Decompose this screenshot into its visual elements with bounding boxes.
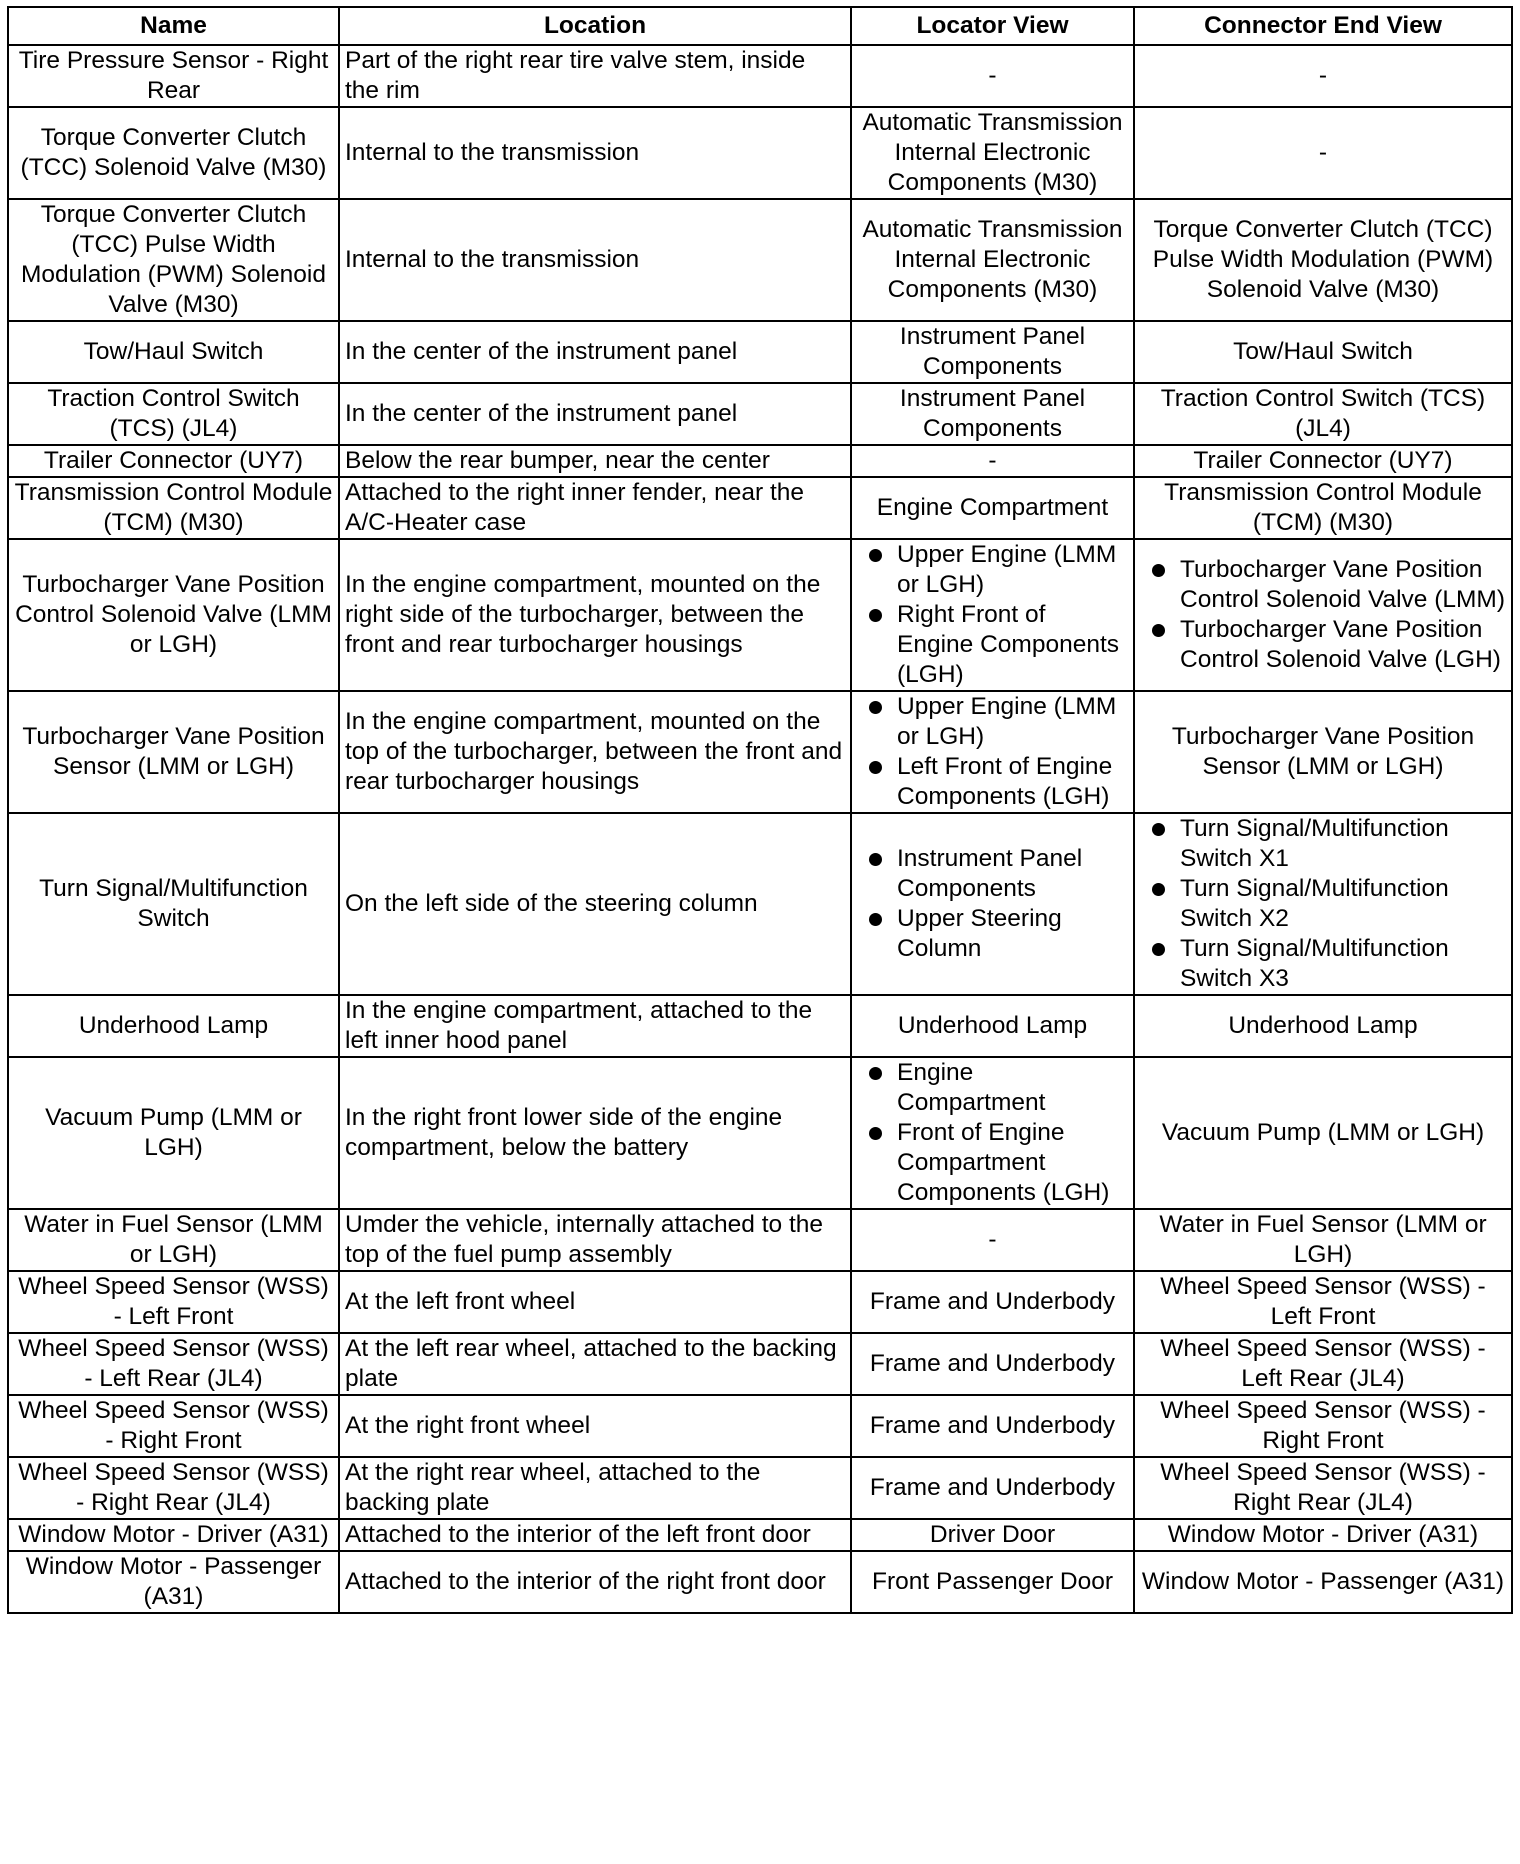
cell-location: At the left front wheel [339, 1271, 851, 1333]
cell-location: On the left side of the steering column [339, 813, 851, 995]
bullet-item [1140, 874, 1506, 934]
bullet-text: Turn Signal/Multifunction Switch X1 [1180, 815, 1449, 872]
table-row [8, 813, 1512, 995]
bullet-icon [869, 761, 882, 774]
cell-location: In the center of the instrument panel [339, 383, 851, 445]
table-row [8, 1271, 1512, 1333]
cell-name: Wheel Speed Sensor (WSS) - Left Front [8, 1271, 339, 1333]
bullet-item [857, 540, 1128, 600]
cell-name: Turbocharger Vane Position Sensor (LMM or LGH) [8, 691, 339, 813]
cell-name: Tire Pressure Sensor - Right Rear [8, 45, 339, 107]
bullet-icon [869, 701, 882, 714]
cell-locator-view: Front Passenger Door [851, 1551, 1134, 1613]
bullet-text: Right Front of Engine Components (LGH) [897, 601, 1120, 688]
table-row [8, 45, 1512, 107]
cell-connector-end-view: Traction Control Switch (TCS) (JL4) [1134, 383, 1512, 445]
header-connector-end-view: Connector End View [1134, 7, 1512, 45]
header-location: Location [339, 7, 851, 45]
cell-location: In the engine compartment, mounted on the top of the turbocharger, between the front and rear turbocharger housings [339, 691, 851, 813]
bullet-icon [1152, 823, 1165, 836]
cell-name: Window Motor - Passenger (A31) [8, 1551, 339, 1613]
cell-locator-view: Automatic Transmission Internal Electronic Components (M30) [851, 107, 1134, 199]
cell-locator-view: Instrument Panel Components [851, 321, 1134, 383]
cell-name: Wheel Speed Sensor (WSS) - Right Front [8, 1395, 339, 1457]
table-row [8, 1551, 1512, 1613]
cell-connector-end-view: Trailer Connector (UY7) [1134, 445, 1512, 477]
table-row [8, 1057, 1512, 1209]
cell-location: In the right front lower side of the engine compartment, below the battery [339, 1057, 851, 1209]
cell-locator-view-list [857, 1058, 1128, 1208]
cell-connector-end-view: - [1134, 45, 1512, 107]
cell-location: Attached to the interior of the left front door [339, 1519, 851, 1551]
cell-connector-end-view: - [1134, 107, 1512, 199]
cell-locator-view-list [857, 844, 1128, 964]
cell-locator-view: - [851, 445, 1134, 477]
cell-connector-end-view: Torque Converter Clutch (TCC) Pulse Width Modulation (PWM) Solenoid Valve (M30) [1134, 199, 1512, 321]
table-row [8, 321, 1512, 383]
cell-connector-end-view-list [1140, 814, 1506, 994]
table-row [8, 1333, 1512, 1395]
cell-locator-view: Automatic Transmission Internal Electronic Components (M30) [851, 199, 1134, 321]
bullet-text: Front of Engine Compartment Components (LGH) [897, 1119, 1110, 1206]
cell-connector-end-view [1134, 539, 1512, 691]
bullet-icon [869, 913, 882, 926]
header-name: Name [8, 7, 339, 45]
cell-location: In the center of the instrument panel [339, 321, 851, 383]
cell-location: Attached to the right inner fender, near the A/C-Heater case [339, 477, 851, 539]
bullet-item [857, 692, 1128, 752]
cell-locator-view [851, 1057, 1134, 1209]
bullet-item [857, 844, 1128, 904]
cell-name: Underhood Lamp [8, 995, 339, 1057]
table-row [8, 691, 1512, 813]
bullet-icon [869, 549, 882, 562]
cell-location: Internal to the transmission [339, 107, 851, 199]
bullet-text: Turbocharger Vane Position Control Solenoid Valve (LGH) [1180, 616, 1501, 673]
component-locator-table [7, 6, 1513, 1614]
table-body [8, 45, 1512, 1613]
cell-name: Wheel Speed Sensor (WSS) - Right Rear (JL4) [8, 1457, 339, 1519]
table-row [8, 995, 1512, 1057]
header-locator-view: Locator View [851, 7, 1134, 45]
cell-locator-view: Underhood Lamp [851, 995, 1134, 1057]
bullet-item [857, 904, 1128, 964]
table-row [8, 1457, 1512, 1519]
table-row [8, 1395, 1512, 1457]
cell-locator-view: Frame and Underbody [851, 1333, 1134, 1395]
cell-name: Tow/Haul Switch [8, 321, 339, 383]
cell-locator-view: - [851, 1209, 1134, 1271]
cell-name: Water in Fuel Sensor (LMM or LGH) [8, 1209, 339, 1271]
cell-name: Window Motor - Driver (A31) [8, 1519, 339, 1551]
cell-locator-view: Instrument Panel Components [851, 383, 1134, 445]
cell-location: Umder the vehicle, internally attached to the top of the fuel pump assembly [339, 1209, 851, 1271]
cell-name: Vacuum Pump (LMM or LGH) [8, 1057, 339, 1209]
bullet-icon [1152, 883, 1165, 896]
cell-connector-end-view: Wheel Speed Sensor (WSS) - Left Rear (JL4) [1134, 1333, 1512, 1395]
cell-connector-end-view: Wheel Speed Sensor (WSS) - Right Rear (JL4) [1134, 1457, 1512, 1519]
bullet-item [1140, 934, 1506, 994]
table-row [8, 445, 1512, 477]
cell-location: Attached to the interior of the right front door [339, 1551, 851, 1613]
bullet-item [857, 1058, 1128, 1118]
cell-name: Turbocharger Vane Position Control Solenoid Valve (LMM or LGH) [8, 539, 339, 691]
cell-name: Torque Converter Clutch (TCC) Solenoid Valve (M30) [8, 107, 339, 199]
cell-connector-end-view: Transmission Control Module (TCM) (M30) [1134, 477, 1512, 539]
bullet-text: Upper Steering Column [897, 905, 1062, 962]
cell-connector-end-view: Wheel Speed Sensor (WSS) - Right Front [1134, 1395, 1512, 1457]
cell-location: Below the rear bumper, near the center [339, 445, 851, 477]
header-row [8, 7, 1512, 45]
cell-connector-end-view: Window Motor - Passenger (A31) [1134, 1551, 1512, 1613]
cell-location: In the engine compartment, mounted on the right side of the turbocharger, between the front and rear turbocharger housings [339, 539, 851, 691]
cell-connector-end-view: Underhood Lamp [1134, 995, 1512, 1057]
cell-locator-view [851, 813, 1134, 995]
cell-locator-view [851, 539, 1134, 691]
table-row [8, 199, 1512, 321]
bullet-text: Left Front of Engine Components (LGH) [897, 753, 1113, 810]
bullet-item [857, 1118, 1128, 1208]
bullet-icon [1152, 564, 1165, 577]
table-row [8, 1519, 1512, 1551]
cell-connector-end-view [1134, 813, 1512, 995]
cell-location: At the right rear wheel, attached to the backing plate [339, 1457, 851, 1519]
table-row [8, 1209, 1512, 1271]
table-row [8, 477, 1512, 539]
cell-name: Turn Signal/Multifunction Switch [8, 813, 339, 995]
component-locator-table-container [7, 6, 1511, 1614]
bullet-text: Turn Signal/Multifunction Switch X2 [1180, 875, 1449, 932]
bullet-text: Instrument Panel Components [897, 845, 1083, 902]
cell-locator-view [851, 691, 1134, 813]
bullet-item [1140, 615, 1506, 675]
bullet-text: Upper Engine (LMM or LGH) [897, 541, 1117, 598]
cell-location: Internal to the transmission [339, 199, 851, 321]
table-row [8, 107, 1512, 199]
bullet-text: Turbocharger Vane Position Control Solenoid Valve (LMM) [1180, 556, 1505, 613]
table-row [8, 383, 1512, 445]
cell-location: At the right front wheel [339, 1395, 851, 1457]
cell-locator-view: Driver Door [851, 1519, 1134, 1551]
cell-locator-view: Frame and Underbody [851, 1457, 1134, 1519]
cell-name: Transmission Control Module (TCM) (M30) [8, 477, 339, 539]
cell-name: Wheel Speed Sensor (WSS) - Left Rear (JL4) [8, 1333, 339, 1395]
bullet-text: Turn Signal/Multifunction Switch X3 [1180, 935, 1449, 992]
bullet-item [857, 752, 1128, 812]
table-row [8, 539, 1512, 691]
bullet-icon [1152, 624, 1165, 637]
bullet-icon [869, 1127, 882, 1140]
cell-connector-end-view-list [1140, 555, 1506, 675]
cell-locator-view: Engine Compartment [851, 477, 1134, 539]
cell-connector-end-view: Water in Fuel Sensor (LMM or LGH) [1134, 1209, 1512, 1271]
bullet-item [1140, 555, 1506, 615]
cell-connector-end-view: Window Motor - Driver (A31) [1134, 1519, 1512, 1551]
cell-location: In the engine compartment, attached to the left inner hood panel [339, 995, 851, 1057]
cell-locator-view-list [857, 540, 1128, 690]
bullet-icon [1152, 943, 1165, 956]
bullet-text: Upper Engine (LMM or LGH) [897, 693, 1117, 750]
cell-connector-end-view: Wheel Speed Sensor (WSS) - Left Front [1134, 1271, 1512, 1333]
cell-location: At the left rear wheel, attached to the backing plate [339, 1333, 851, 1395]
cell-name: Torque Converter Clutch (TCC) Pulse Width Modulation (PWM) Solenoid Valve (M30) [8, 199, 339, 321]
cell-locator-view: Frame and Underbody [851, 1395, 1134, 1457]
bullet-icon [869, 609, 882, 622]
bullet-item [857, 600, 1128, 690]
cell-location: Part of the right rear tire valve stem, inside the rim [339, 45, 851, 107]
cell-locator-view: - [851, 45, 1134, 107]
cell-locator-view: Frame and Underbody [851, 1271, 1134, 1333]
cell-connector-end-view: Turbocharger Vane Position Sensor (LMM or LGH) [1134, 691, 1512, 813]
cell-locator-view-list [857, 692, 1128, 812]
bullet-icon [869, 853, 882, 866]
cell-name: Traction Control Switch (TCS) (JL4) [8, 383, 339, 445]
bullet-text: Engine Compartment [897, 1059, 1046, 1116]
cell-name: Trailer Connector (UY7) [8, 445, 339, 477]
bullet-item [1140, 814, 1506, 874]
cell-connector-end-view: Vacuum Pump (LMM or LGH) [1134, 1057, 1512, 1209]
bullet-icon [869, 1067, 882, 1080]
cell-connector-end-view: Tow/Haul Switch [1134, 321, 1512, 383]
